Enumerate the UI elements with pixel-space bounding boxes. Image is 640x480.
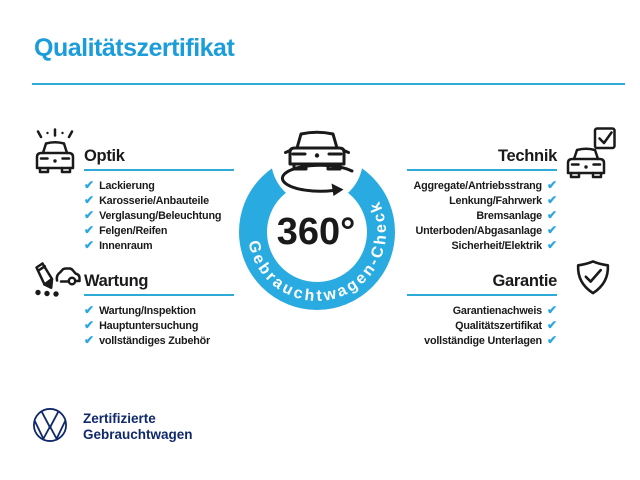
check-icon: ✔	[84, 317, 95, 332]
check-icon: ✔	[84, 237, 95, 252]
pencil-car-icon	[28, 258, 82, 312]
brand-claim-line2: Gebrauchtwagen	[83, 426, 193, 442]
check-icon: ✔	[84, 192, 95, 207]
checklist-wartung	[84, 303, 210, 348]
check-icon: ✔	[546, 237, 557, 252]
checklist-item-label: Innenraum	[99, 239, 153, 252]
badge-ring-label: Gebrauchtwagen-Check	[244, 199, 390, 305]
checklist-item-label: Verglasung/Beleuchtung	[99, 209, 222, 222]
section-title-technik: Technik	[497, 147, 557, 165]
check-icon: ✔	[546, 222, 557, 237]
checklist-item-label: Bremsanlage	[476, 209, 542, 222]
check-icon: ✔	[84, 177, 95, 192]
checklist-item-label: Garantienachweis	[452, 304, 542, 317]
checklist-item-label: Felgen/Reifen	[99, 224, 168, 237]
check-icon: ✔	[546, 332, 557, 347]
checklist-item	[84, 223, 221, 238]
checklist-item-label: Lenkung/Fahrwerk	[449, 194, 542, 207]
vw-logo	[32, 407, 68, 443]
checklist-item-label: Wartung/Inspektion	[99, 304, 196, 317]
check-icon: ✔	[546, 317, 557, 332]
badge-360	[212, 117, 422, 327]
shield-check-icon	[570, 257, 616, 311]
checklist-item-label: vollständiges Zubehör	[99, 334, 211, 347]
checklist-item-label: vollständige Unterlagen	[424, 334, 542, 347]
checklist-item-label: Lackierung	[99, 179, 155, 192]
check-icon: ✔	[546, 192, 557, 207]
car-front-shine-icon	[28, 127, 82, 181]
title-divider	[32, 83, 625, 85]
checklist-item-label: Qualitätszertifikat	[455, 319, 542, 332]
checklist-item	[84, 193, 221, 208]
section-title-wartung: Wartung	[84, 272, 149, 290]
checklist-item	[84, 208, 221, 223]
brand-claim-line1: Zertifizierte	[83, 411, 156, 426]
checklist-item	[84, 238, 221, 253]
check-icon: ✔	[546, 207, 557, 222]
checklist-item-label: Aggregate/Antriebsstrang	[413, 179, 542, 192]
check-icon: ✔	[546, 177, 557, 192]
car-checkbox-icon	[562, 126, 618, 182]
section-title-garantie: Garantie	[492, 272, 557, 290]
section-title-optik: Optik	[84, 147, 125, 165]
checklist-item	[84, 303, 210, 318]
page-title: Qualitätszertifikat	[34, 34, 235, 62]
section-underline-technik	[407, 169, 557, 171]
checklist-optik	[84, 178, 221, 253]
checklist-item	[84, 333, 210, 348]
checklist-item-label: Hauptuntersuchung	[99, 319, 199, 332]
check-icon: ✔	[84, 207, 95, 222]
check-icon: ✔	[546, 302, 557, 317]
checklist-item	[84, 318, 210, 333]
check-icon: ✔	[84, 222, 95, 237]
check-icon: ✔	[84, 332, 95, 347]
checklist-item	[377, 333, 557, 348]
section-underline-garantie	[407, 294, 557, 296]
checklist-item-label: Unterboden/Abgasanlage	[415, 224, 542, 237]
brand-claim	[83, 411, 193, 442]
badge-value: 360°	[276, 211, 356, 253]
checklist-item	[84, 178, 221, 193]
checklist-item-label: Karosserie/Anbauteile	[99, 194, 209, 207]
check-icon: ✔	[84, 302, 95, 317]
checklist-item-label: Sicherheit/Elektrik	[451, 239, 542, 252]
